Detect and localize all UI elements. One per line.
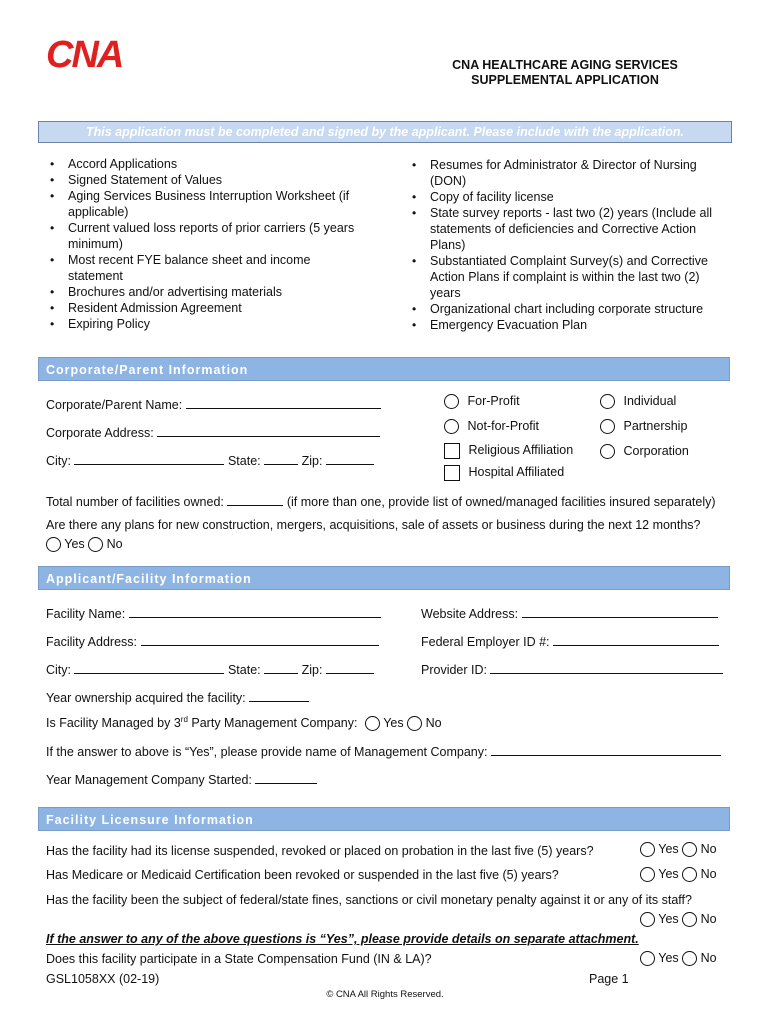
corporate-city-row (46, 452, 374, 468)
option-partnership[interactable] (600, 419, 687, 434)
not-for-profit-radio[interactable] (444, 419, 459, 434)
managed-label: Is Facility Managed by 3rd Party Management Company: (46, 715, 358, 731)
facility-state-label: State: (227, 663, 261, 677)
option-individual[interactable] (600, 394, 676, 409)
instructions-banner: This application must be completed and signed by the applicant. Please include with the application. (38, 121, 732, 143)
facility-zip-field[interactable] (326, 661, 374, 674)
year-acquired-field[interactable] (249, 689, 309, 702)
facilities-owned-label: Total number of facilities owned: (46, 495, 224, 509)
religious-affiliation-label: Religious Affiliation (468, 443, 574, 458)
q4-no-radio[interactable] (682, 951, 697, 966)
form-id: GSL1058XX (02-19) (46, 972, 160, 986)
list-item: • Substantiated Complaint Survey(s) and Corrective Action Plans if complaint is within the last two (2) years (408, 253, 718, 301)
option-not-for-profit[interactable] (444, 419, 539, 434)
list-item: • Brochures and/or advertising materials (46, 284, 366, 300)
q1-yes-radio[interactable] (640, 842, 655, 857)
mgmt-year-field[interactable] (255, 771, 317, 784)
individual-label: Individual (623, 394, 677, 408)
q3-answer-row (640, 912, 717, 927)
hospital-affiliated-label: Hospital Affiliated (468, 465, 565, 480)
facility-city-field[interactable] (74, 661, 224, 674)
option-religious-affiliation[interactable] (444, 443, 573, 459)
partnership-label: Partnership (623, 419, 688, 433)
list-item: • Resumes for Administrator & Director of Nursing (DON) (408, 157, 718, 189)
licensure-note: If the answer to any of the above questions is “Yes”, please provide details on separate attachment. (46, 932, 639, 946)
corporate-state-field[interactable] (264, 452, 298, 465)
licensure-q1: Has the facility had its license suspended, revoked or placed on probation in the last five (5) years? (46, 844, 594, 858)
q4-no-label: No (700, 951, 717, 965)
list-item: • Organizational chart including corporate structure (408, 301, 718, 317)
facility-city-label: City: (46, 663, 71, 677)
q4-yes-label: Yes (658, 951, 679, 965)
corporate-city-field[interactable] (74, 452, 224, 465)
list-item: • Accord Applications (46, 156, 366, 172)
corporate-name-row (46, 396, 381, 412)
managed-no-radio[interactable] (407, 716, 422, 731)
list-item: • Aging Services Business Interruption Worksheet (if applicable) (46, 188, 366, 220)
fein-field[interactable] (553, 633, 719, 646)
corporation-radio[interactable] (600, 444, 615, 459)
managed-yes-radio[interactable] (365, 716, 380, 731)
plans-no-label: No (106, 537, 123, 551)
facilities-owned-field[interactable] (227, 493, 283, 506)
requirements-left-list (46, 156, 366, 332)
corporate-name-field[interactable] (186, 396, 381, 409)
list-item: • Current valued loss reports of prior carriers (5 years minimum) (46, 220, 366, 252)
facility-state-field[interactable] (264, 661, 298, 674)
religious-affiliation-checkbox[interactable] (444, 443, 460, 459)
q3-yes-label: Yes (658, 912, 679, 926)
plans-question: Are there any plans for new construction, mergers, acquisitions, sale of assets or business during the next 12 months? (46, 518, 701, 532)
applicant-section-header: Applicant/Facility Information (38, 566, 730, 590)
q2-yes-radio[interactable] (640, 867, 655, 882)
provider-label: Provider ID: (421, 663, 487, 677)
for-profit-radio[interactable] (444, 394, 459, 409)
requirements-right-list (408, 157, 718, 333)
mgmt-name-row (46, 743, 721, 759)
corporate-name-label: Corporate/Parent Name: (46, 398, 183, 412)
managed-no-label: No (425, 716, 442, 731)
managed-row (46, 715, 442, 731)
option-corporation[interactable] (600, 444, 689, 459)
option-for-profit[interactable] (444, 394, 520, 409)
facility-zip-label: Zip: (301, 663, 323, 677)
for-profit-label: For-Profit (467, 394, 520, 408)
corporate-section-header: Corporate/Parent Information (38, 357, 730, 381)
plans-yes-label: Yes (64, 537, 85, 551)
facility-name-field[interactable] (129, 605, 381, 618)
year-acquired-row (46, 689, 309, 705)
plans-yes-radio[interactable] (46, 537, 61, 552)
mgmt-year-row (46, 771, 317, 787)
year-acquired-label: Year ownership acquired the facility: (46, 691, 246, 705)
list-item: • Resident Admission Agreement (46, 300, 366, 316)
q1-yes-label: Yes (658, 842, 679, 856)
q1-no-label: No (700, 842, 717, 856)
form-title (440, 58, 690, 88)
title-line-1: CNA HEALTHCARE AGING SERVICES (452, 58, 678, 72)
mgmt-name-field[interactable] (491, 743, 721, 756)
q2-answer-row (640, 867, 717, 882)
provider-row (421, 661, 723, 677)
website-label: Website Address: (421, 607, 519, 621)
mgmt-year-label: Year Management Company Started: (46, 773, 252, 787)
licensure-section-header: Facility Licensure Information (38, 807, 730, 831)
plans-no-radio[interactable] (88, 537, 103, 552)
facility-name-row (46, 605, 381, 621)
facility-address-label: Facility Address: (46, 635, 138, 649)
licensure-q2: Has Medicare or Medicaid Certification been revoked or suspended in the last five (5) years? (46, 868, 559, 882)
website-row (421, 605, 718, 621)
page-number: Page 1 (589, 972, 629, 986)
corporate-zip-field[interactable] (326, 452, 374, 465)
individual-radio[interactable] (600, 394, 615, 409)
q2-yes-label: Yes (658, 867, 679, 881)
plans-answer-row (46, 537, 123, 552)
facility-address-field[interactable] (141, 633, 379, 646)
facilities-owned-row (46, 493, 716, 509)
facilities-owned-note: (if more than one, provide list of owned/managed facilities insured separately) (286, 495, 716, 509)
list-item: • State survey reports - last two (2) years (Include all statements of deficiencies and Corrective Action Plans) (408, 205, 718, 253)
licensure-q3: Has the facility been the subject of federal/state fines, sanctions or civil monetary penalty against it or any of its staff? (46, 893, 692, 907)
copyright: © CNA All Rights Reserved. (326, 989, 444, 1000)
option-hospital-affiliated[interactable] (444, 465, 564, 481)
facility-address-row (46, 633, 379, 649)
cna-logo (44, 36, 144, 72)
title-line-2: SUPPLEMENTAL APPLICATION (471, 73, 659, 87)
q4-yes-radio[interactable] (640, 951, 655, 966)
corporate-address-row (46, 424, 380, 440)
q1-answer-row (640, 842, 717, 857)
mgmt-name-label: If the answer to above is “Yes”, please provide name of Management Company: (46, 745, 488, 759)
corporate-city-label: City: (46, 454, 71, 468)
facility-city-row (46, 661, 374, 677)
list-item: • Expiring Policy (46, 316, 366, 332)
hospital-affiliated-checkbox[interactable] (444, 465, 460, 481)
q2-no-radio[interactable] (682, 867, 697, 882)
fein-label: Federal Employer ID #: (421, 635, 550, 649)
fein-row (421, 633, 719, 649)
q1-no-radio[interactable] (682, 842, 697, 857)
provider-field[interactable] (490, 661, 723, 674)
partnership-radio[interactable] (600, 419, 615, 434)
corporate-address-label: Corporate Address: (46, 426, 154, 440)
list-item: • Most recent FYE balance sheet and income statement (46, 252, 366, 284)
website-field[interactable] (522, 605, 718, 618)
licensure-q4: Does this facility participate in a State Compensation Fund (IN & LA)? (46, 952, 432, 966)
q3-no-radio[interactable] (682, 912, 697, 927)
list-item: • Emergency Evacuation Plan (408, 317, 718, 333)
corporate-address-field[interactable] (157, 424, 380, 437)
logo-text: CNA (46, 36, 123, 72)
q2-no-label: No (700, 867, 717, 881)
managed-yes-label: Yes (383, 716, 404, 731)
q3-yes-radio[interactable] (640, 912, 655, 927)
not-for-profit-label: Not-for-Profit (467, 419, 540, 433)
facility-name-label: Facility Name: (46, 607, 126, 621)
corporate-state-label: State: (227, 454, 261, 468)
q3-no-label: No (700, 912, 717, 926)
corporate-zip-label: Zip: (301, 454, 323, 468)
corporation-label: Corporation (623, 444, 689, 458)
list-item: • Signed Statement of Values (46, 172, 366, 188)
list-item: • Copy of facility license (408, 189, 718, 205)
q4-answer-row (640, 951, 717, 966)
